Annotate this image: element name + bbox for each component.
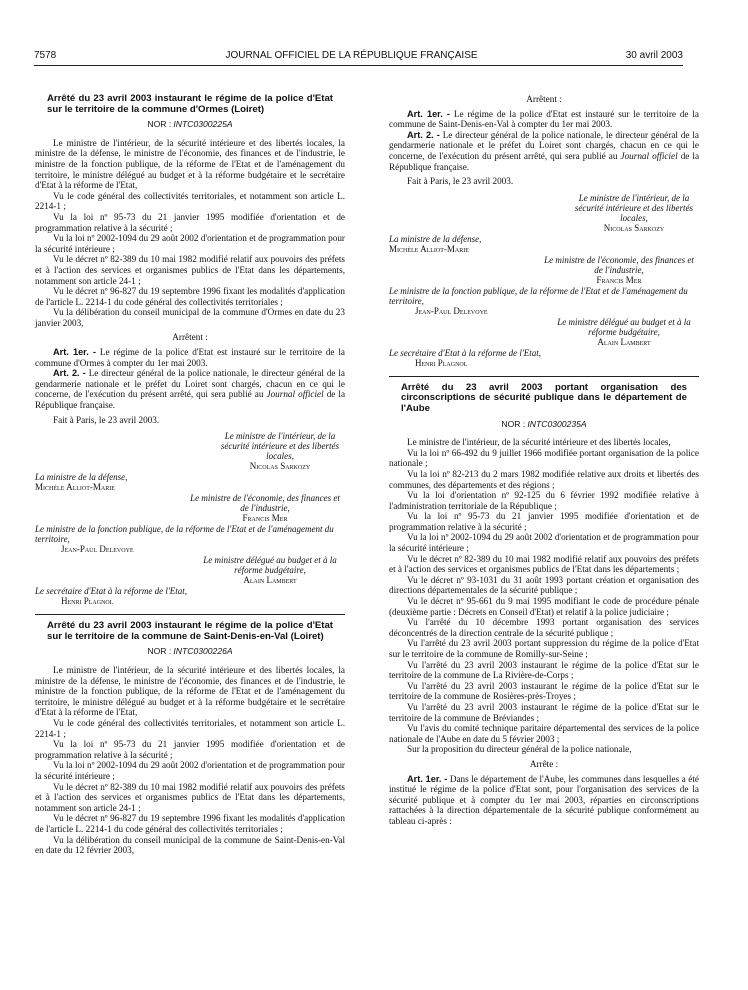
nor-ref: NOR : INTC0300235A (501, 418, 587, 429)
paragraph: Vu la loi nº 95-73 du 21 janvier 1995 modifiée d'orientation et de programmation relative à la sécurité ; (35, 211, 345, 233)
paragraph: Vu l'arrêté du 10 décembre 1993 portant organisation des services déconcentrés de la direction centrale de la sécurité publique ; (389, 617, 699, 638)
nor-ref: NOR : INTC0300225A (147, 119, 233, 130)
arrete-heading: Arrête : (529, 758, 559, 769)
paragraph: Vu le décret nº 93-1031 du 31 août 1993 portant création et organisation des directions départementales de la sécurité publique ; (389, 574, 699, 596)
fait-a-paris: Fait à Paris, le 23 avril 2003. (407, 176, 514, 187)
paragraph: Vu le code général des collectivités territoriales, et notamment son article L. 2214-1 ; (35, 717, 345, 739)
arrete-title-saint-denis: Arrêté du 23 avril 2003 instaurant le régime de la police d'Etat sur le territoire de la commune de Saint-Denis-en-Val (Loiret) (47, 620, 333, 642)
paragraph: Le ministre de l'intérieur, de la sécurité intérieure et des libertés locales, (407, 437, 671, 448)
article-1: Art. 1er. - Le régime de la police d'Etat est instauré sur le territoire de la commune de Saint-Denis-en-Val à compter du 1er mai 2003. (389, 108, 700, 130)
paragraph: Le ministre de l'intérieur, de la sécurité intérieure et des libertés locales, la ministre de la défense, le ministre de l'économie, des finances et de l'industrie, le ministre de la fonction publique, de la réforme de l'Etat et de l'aménagement du territoire, le ministre délégué au budget et à la réforme budgétaire et le secrétaire d'Etat à la réforme de l'Etat, (35, 665, 345, 718)
paragraph: Vu le décret nº 96-827 du 19 septembre 1996 fixant les modalités d'application de l'article L. 2214-1 du code général des collectivités territoriales ; (35, 286, 345, 307)
paragraph: Vu la loi nº 2002-1094 du 29 août 2002 d'orientation et de programmation pour la sécurité intérieure ; (389, 532, 699, 554)
header-rule (34, 65, 683, 66)
signature-interieur: Le ministre de l'intérieur, de la sécurité intérieure et des libertés locales, Nicolas Sarkozy (220, 431, 340, 472)
signature-fonction-publique: Le ministre de la fonction publique, de la réforme de l'Etat et de l'aménagement du territoire, Jean-Paul Delevoye (389, 285, 688, 316)
paragraph: Vu l'arrêté du 23 avril 2003 instaurant le régime de la police d'Etat sur le territoire de la commune de La Rivière-de-Corps ; (389, 659, 699, 681)
arrete-title-ormes: Arrêté du 23 avril 2003 instaurant le régime de la police d'Etat sur le territoire de la commune d'Ormes (Loiret) (47, 93, 333, 115)
paragraph: Vu la délibération du conseil municipal de la commune de Saint-Denis-en-Val en date du 12 février 2003, (35, 834, 345, 856)
signature-budget: Le ministre délégué au budget et à la réforme budgétaire, Alain Lambert (203, 555, 337, 586)
paragraph: Vu la loi nº 2002-1094 du 29 août 2002 d'orientation et de programmation pour la sécurité intérieure ; (35, 760, 345, 781)
signature-economie: Le ministre de l'économie, des finances et de l'industrie, Francis Mer (544, 254, 694, 285)
section-divider (35, 614, 345, 615)
left-column (35, 94, 345, 856)
signature-budget: Le ministre délégué au budget et à la réforme budgétaire, Alain Lambert (557, 316, 691, 347)
paragraph: Sur la proposition du directeur général de la police nationale, (407, 744, 632, 755)
paragraph: Le ministre de l'intérieur, de la sécurité intérieure et des libertés locales, la ministre de la défense, le ministre de l'économie, des finances et de l'industrie, le ministre de la fonction publique, de la réforme de l'Etat et de l'aménagement du territoire, le ministre délégué au budget et à la réforme budgétaire et le secrétaire d'Etat à la réforme de l'Etat, (35, 137, 345, 191)
signature-reforme-etat: Le secrétaire d'Etat à la réforme de l'Etat, Henri Plagnol (389, 347, 541, 368)
signature-defense: La ministre de la défense, Michèle Alliot-Marie (35, 472, 128, 493)
arretent-heading: Arrêtent : (172, 332, 208, 343)
journal-title: JOURNAL OFFICIEL DE LA RÉPUBLIQUE FRANÇAISE (225, 50, 478, 61)
right-column (389, 94, 699, 827)
article-1: Art. 1er. - Dans le département de l'Aube, les communes dans lesquelles a été institué le régime de la police d'Etat sont, pour l'organisation des services de la sécurité publique et à compter du 1er mai 2003, réparties en circonscriptions rattachées à la direction départementale de la sécurité publique conformément au tableau ci-après : (389, 773, 699, 826)
page-number: 7578 (34, 50, 57, 61)
paragraph: Vu l'avis du comité technique paritaire départemental des services de la police nationale de l'Aube en date du 5 février 2003 ; (389, 723, 699, 744)
paragraph: Vu l'arrêté du 23 avril 2003 portant suppression du régime de la police d'Etat sur le territoire de la commune de Romilly-sur-Seine ; (389, 638, 699, 659)
article-2: Art. 2. - Le directeur général de la police nationale, le directeur général de la gendarmerie nationale et le préfet du Loiret sont chargés, chacun en ce qui le concerne, de l'exécution du présent arrêté, qui sera publié au Journal officiel de la République française. (389, 129, 700, 172)
arretent-heading: Arrêtent : (526, 94, 562, 104)
paragraph: Vu l'arrêté du 23 avril 2003 instaurant le régime de la police d'Etat sur le territoire de la commune de Bréviandes ; (389, 701, 699, 723)
paragraph: Vu la loi nº 95-73 du 21 janvier 1995 modifiée d'orientation et de programmation relative à la sécurité ; (35, 739, 345, 760)
paragraph: Vu le décret nº 96-827 du 19 septembre 1996 fixant les modalités d'application de l'article L. 2214-1 du code général des collectivités territoriales ; (35, 813, 345, 834)
paragraph: Vu la loi nº 66-492 du 9 juillet 1966 modifiée portant organisation de la police nationale ; (389, 447, 699, 469)
paragraph: Vu l'arrêté du 23 avril 2003 instaurant le régime de la police d'Etat sur le territoire de la commune de Rosières-près-Troyes ; (389, 680, 699, 702)
paragraph: Vu le décret nº 95-661 du 9 mai 1995 modifiant le code de procédure pénale (deuxième partie : Décrets en Conseil d'Etat) et relatif à la police judiciaire ; (389, 596, 699, 617)
paragraph: Vu la loi nº 2002-1094 du 29 août 2002 d'orientation et de programmation pour la sécurité intérieure ; (35, 233, 345, 254)
signature-reforme-etat: Le secrétaire d'Etat à la réforme de l'Etat, Henri Plagnol (35, 586, 187, 607)
nor-ref: NOR : INTC0300226A (147, 646, 233, 657)
paragraph: Vu la loi nº 82-213 du 2 mars 1982 modifiée relative aux droits et libertés des communes, des départements et des régions ; (389, 468, 699, 490)
fait-a-paris: Fait à Paris, le 23 avril 2003. (53, 414, 160, 425)
section-divider (389, 376, 699, 377)
paragraph: Vu la loi d'orientation nº 92-125 du 6 février 1992 modifiée relative à l'administration territoriale de la République ; (389, 490, 699, 511)
issue-date: 30 avril 2003 (625, 50, 683, 61)
paragraph: Vu la loi nº 95-73 du 21 janvier 1995 modifiée d'orientation et de programmation relative à la sécurité ; (389, 511, 699, 532)
signature-economie: Le ministre de l'économie, des finances et de l'industrie, Francis Mer (190, 493, 340, 524)
running-header (20, 50, 683, 64)
paragraph: Vu le décret nº 82-389 du 10 mai 1982 modifié relatif aux pouvoirs des préfets et à l'action des services et organismes publics de l'Etat dans les départements ; (389, 553, 699, 575)
article-1: Art. 1er. - Le régime de la police d'Etat est instauré sur le territoire de la commune d'Ormes à compter du 1er mai 2003. (35, 347, 346, 368)
paragraph: Vu le code général des collectivités territoriales, et notamment son article L. 2214-1 ; (35, 190, 345, 212)
article-2: Art. 2. - Le directeur général de la police nationale, le directeur général de la gendarmerie nationale et le préfet du Loiret sont chargés, chacun en ce qui le concerne, de l'exécution du présent arrêté, qui sera publié au Journal officiel de la République française. (35, 368, 346, 411)
paragraph: Vu le décret nº 82-389 du 10 mai 1982 modifié relatif aux pouvoirs des préfets et à l'action des services et organismes publics de l'Etat dans les départements, notamment son article 24-1 ; (35, 781, 345, 813)
signature-defense: La ministre de la défense, Michèle Alliot-Marie (389, 233, 482, 254)
signature-fonction-publique: Le ministre de la fonction publique, de la réforme de l'Etat et de l'aménagement du territoire, Jean-Paul Delevoye (35, 524, 334, 555)
paragraph: Vu le décret nº 82-389 du 10 mai 1982 modifié relatif aux pouvoirs des préfets et à l'action des services et organismes publics de l'Etat dans les départements, notamment son article 24-1 ; (35, 254, 345, 286)
signature-interieur: Le ministre de l'intérieur, de la sécurité intérieure et des libertés locales, Nicolas Sarkozy (574, 192, 694, 233)
paragraph: Vu la délibération du conseil municipal de la commune d'Ormes en date du 23 janvier 2003, (35, 307, 345, 328)
arrete-title-aube: Arrêté du 23 avril 2003 portant organisation des circonscriptions de sécurité publique dans le département de l'Aube (401, 381, 687, 414)
